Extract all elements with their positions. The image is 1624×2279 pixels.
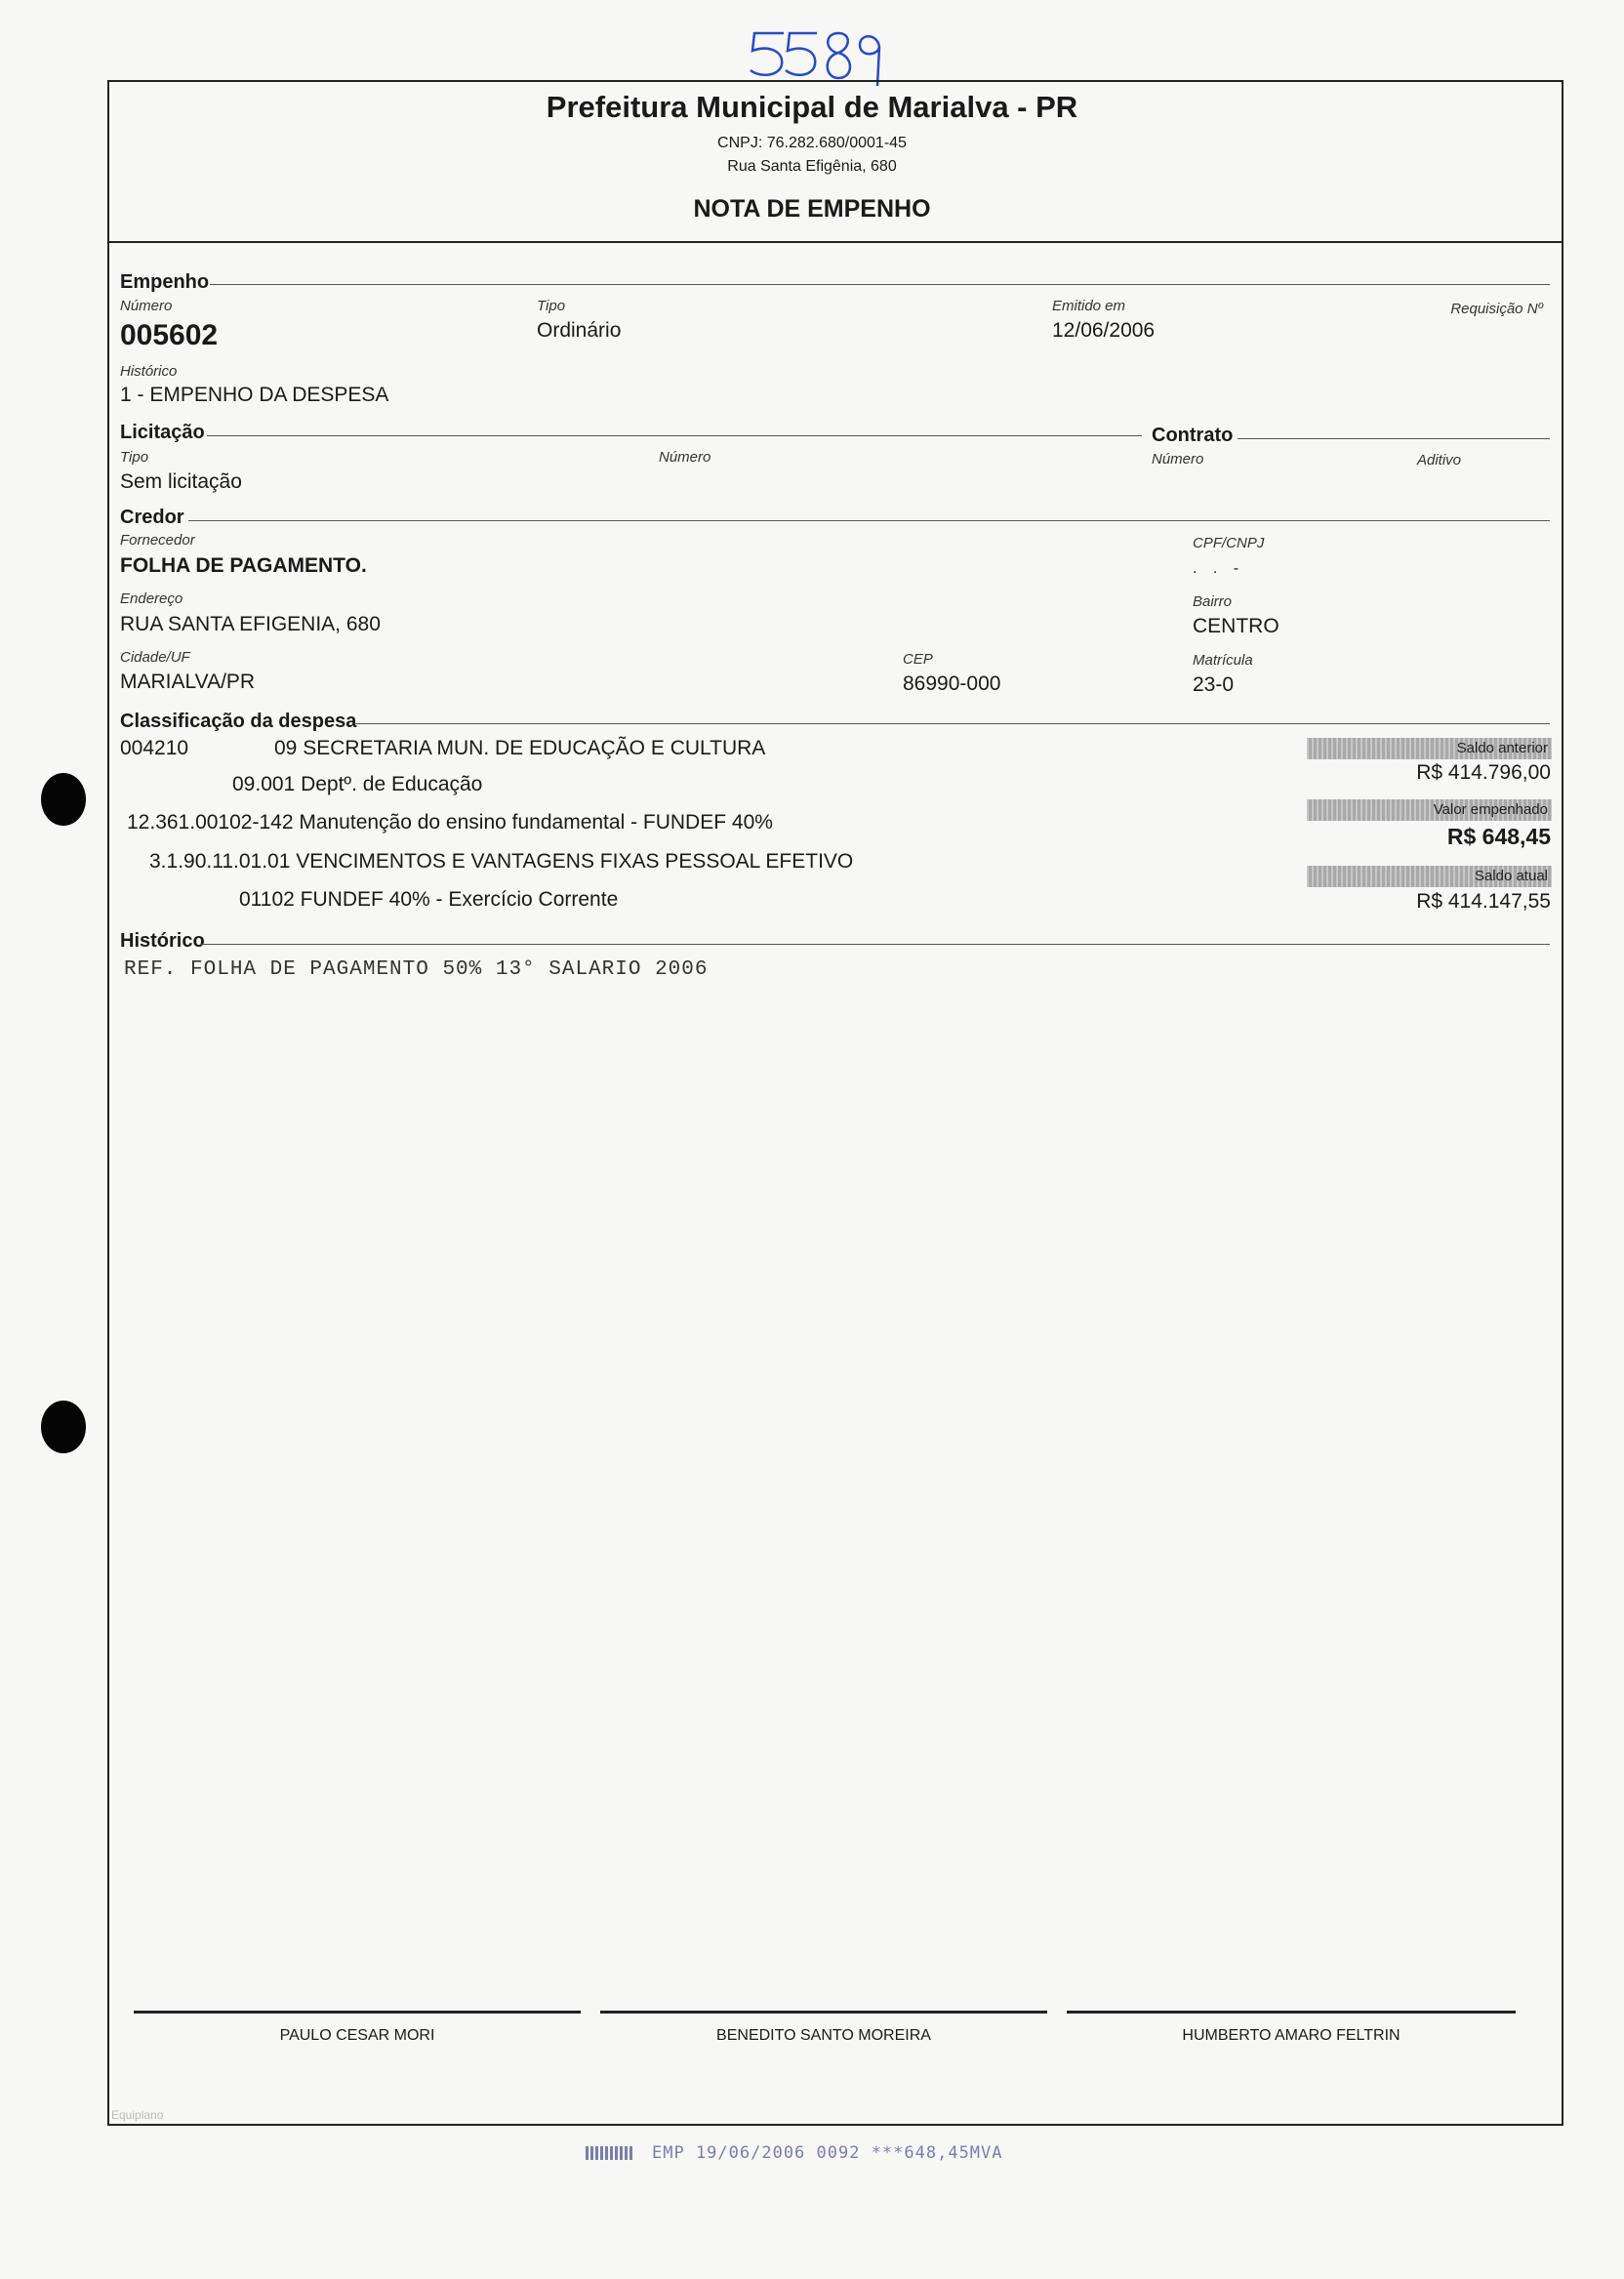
stamp-text: EMP 19/06/2006 0092 ***648,45MVA xyxy=(652,2143,1003,2163)
endereco-value: RUA SANTA EFIGENIA, 680 xyxy=(120,613,381,635)
historico-label: Histórico xyxy=(120,363,178,380)
bank-stamp xyxy=(586,2143,1003,2163)
saldo-atual-value: R$ 414.147,55 xyxy=(1416,890,1551,913)
header-divider xyxy=(107,241,1563,243)
section-rule xyxy=(210,284,1550,285)
punch-hole-top xyxy=(41,773,86,826)
signature-line xyxy=(600,2011,1047,2014)
address-text: Rua Santa Efigênia, 680 xyxy=(727,158,897,175)
valor-empenhado-bar xyxy=(1307,799,1552,821)
saldo-anterior-label: Saldo anterior xyxy=(1456,740,1548,756)
fornecedor-value: FOLHA DE PAGAMENTO. xyxy=(120,554,367,577)
stamp-logo-icon xyxy=(586,2146,634,2160)
section-historico: Histórico xyxy=(120,930,205,952)
classificacao-programa: 12.361.00102-142 Manutenção do ensino fundamental - FUNDEF 40% xyxy=(127,811,773,834)
endereco-label: Endereço xyxy=(120,590,183,607)
classificacao-code: 004210 xyxy=(120,737,189,759)
section-empenho: Empenho xyxy=(120,271,210,293)
matricula-value: 23-0 xyxy=(1193,673,1235,696)
signature-name: BENEDITO SANTO MOREIRA xyxy=(716,2027,931,2044)
section-contrato: Contrato xyxy=(1152,425,1234,446)
cep-value: 86990-000 xyxy=(903,672,1001,695)
signature-name: PAULO CESAR MORI xyxy=(279,2027,435,2044)
signature-line xyxy=(134,2011,581,2014)
fornecedor-label: Fornecedor xyxy=(120,532,195,549)
contrato-numero-label: Número xyxy=(1152,451,1204,468)
historico-value: 1 - EMPENHO DA DESPESA xyxy=(120,384,389,406)
cpf-value: . . - xyxy=(1193,560,1245,577)
classificacao-fonte: 01102 FUNDEF 40% - Exercício Corrente xyxy=(239,888,619,911)
section-rule xyxy=(188,520,1550,521)
document-title: NOTA DE EMPENHO xyxy=(693,195,931,223)
requisicao-label: Requisição Nº xyxy=(1450,301,1543,317)
section-credor: Credor xyxy=(120,507,184,528)
saldo-atual-label: Saldo atual xyxy=(1474,868,1548,884)
punch-hole-bottom xyxy=(41,1401,86,1453)
section-rule xyxy=(207,435,1142,436)
tipo-label: Tipo xyxy=(537,298,566,314)
tipo-value: Ordinário xyxy=(537,319,622,342)
section-licitacao: Licitação xyxy=(120,422,205,443)
bairro-value: CENTRO xyxy=(1193,615,1279,637)
historico-text: REF. FOLHA DE PAGAMENTO 50% 13° SALARIO 2006 xyxy=(124,958,709,981)
numero-label: Número xyxy=(120,298,173,314)
licitacao-numero-label: Número xyxy=(659,449,711,466)
classificacao-unidade: 09.001 Deptº. de Educação xyxy=(232,773,483,795)
section-rule xyxy=(1238,438,1550,439)
section-classificacao: Classificação da despesa xyxy=(120,711,357,732)
licitacao-tipo-value: Sem licitação xyxy=(120,470,242,493)
classificacao-orgao: 09 SECRETARIA MUN. DE EDUCAÇÃO E CULTURA xyxy=(274,737,766,759)
signature-name: HUMBERTO AMARO FELTRIN xyxy=(1182,2027,1401,2044)
cidade-value: MARIALVA/PR xyxy=(120,671,256,693)
software-watermark: Equiplano xyxy=(111,2108,164,2122)
emitido-value: 12/06/2006 xyxy=(1052,319,1156,342)
licitacao-tipo-label: Tipo xyxy=(120,449,149,466)
cep-label: CEP xyxy=(903,651,933,668)
section-rule xyxy=(354,723,1550,724)
saldo-atual-bar xyxy=(1307,866,1552,887)
matricula-label: Matrícula xyxy=(1193,652,1253,669)
section-rule xyxy=(200,944,1550,945)
cpf-label: CPF/CNPJ xyxy=(1193,535,1265,551)
cnpj-text: CNPJ: 76.282.680/0001-45 xyxy=(717,135,907,151)
signature-line xyxy=(1067,2011,1516,2014)
classificacao-elemento: 3.1.90.11.01.01 VENCIMENTOS E VANTAGENS FIXAS PESSOAL EFETIVO xyxy=(149,850,854,873)
saldo-anterior-bar xyxy=(1307,738,1552,759)
cidade-label: Cidade/UF xyxy=(120,649,190,666)
saldo-anterior-value: R$ 414.796,00 xyxy=(1416,761,1551,784)
valor-empenhado-value: R$ 648,45 xyxy=(1446,824,1551,849)
bairro-label: Bairro xyxy=(1193,593,1233,610)
empenho-number: 005602 xyxy=(120,319,219,351)
valor-empenhado-label: Valor empenhado xyxy=(1433,801,1548,818)
municipality-title: Prefeitura Municipal de Marialva - PR xyxy=(546,90,1078,124)
emitido-label: Emitido em xyxy=(1052,298,1126,314)
contrato-aditivo-label: Aditivo xyxy=(1417,452,1462,468)
